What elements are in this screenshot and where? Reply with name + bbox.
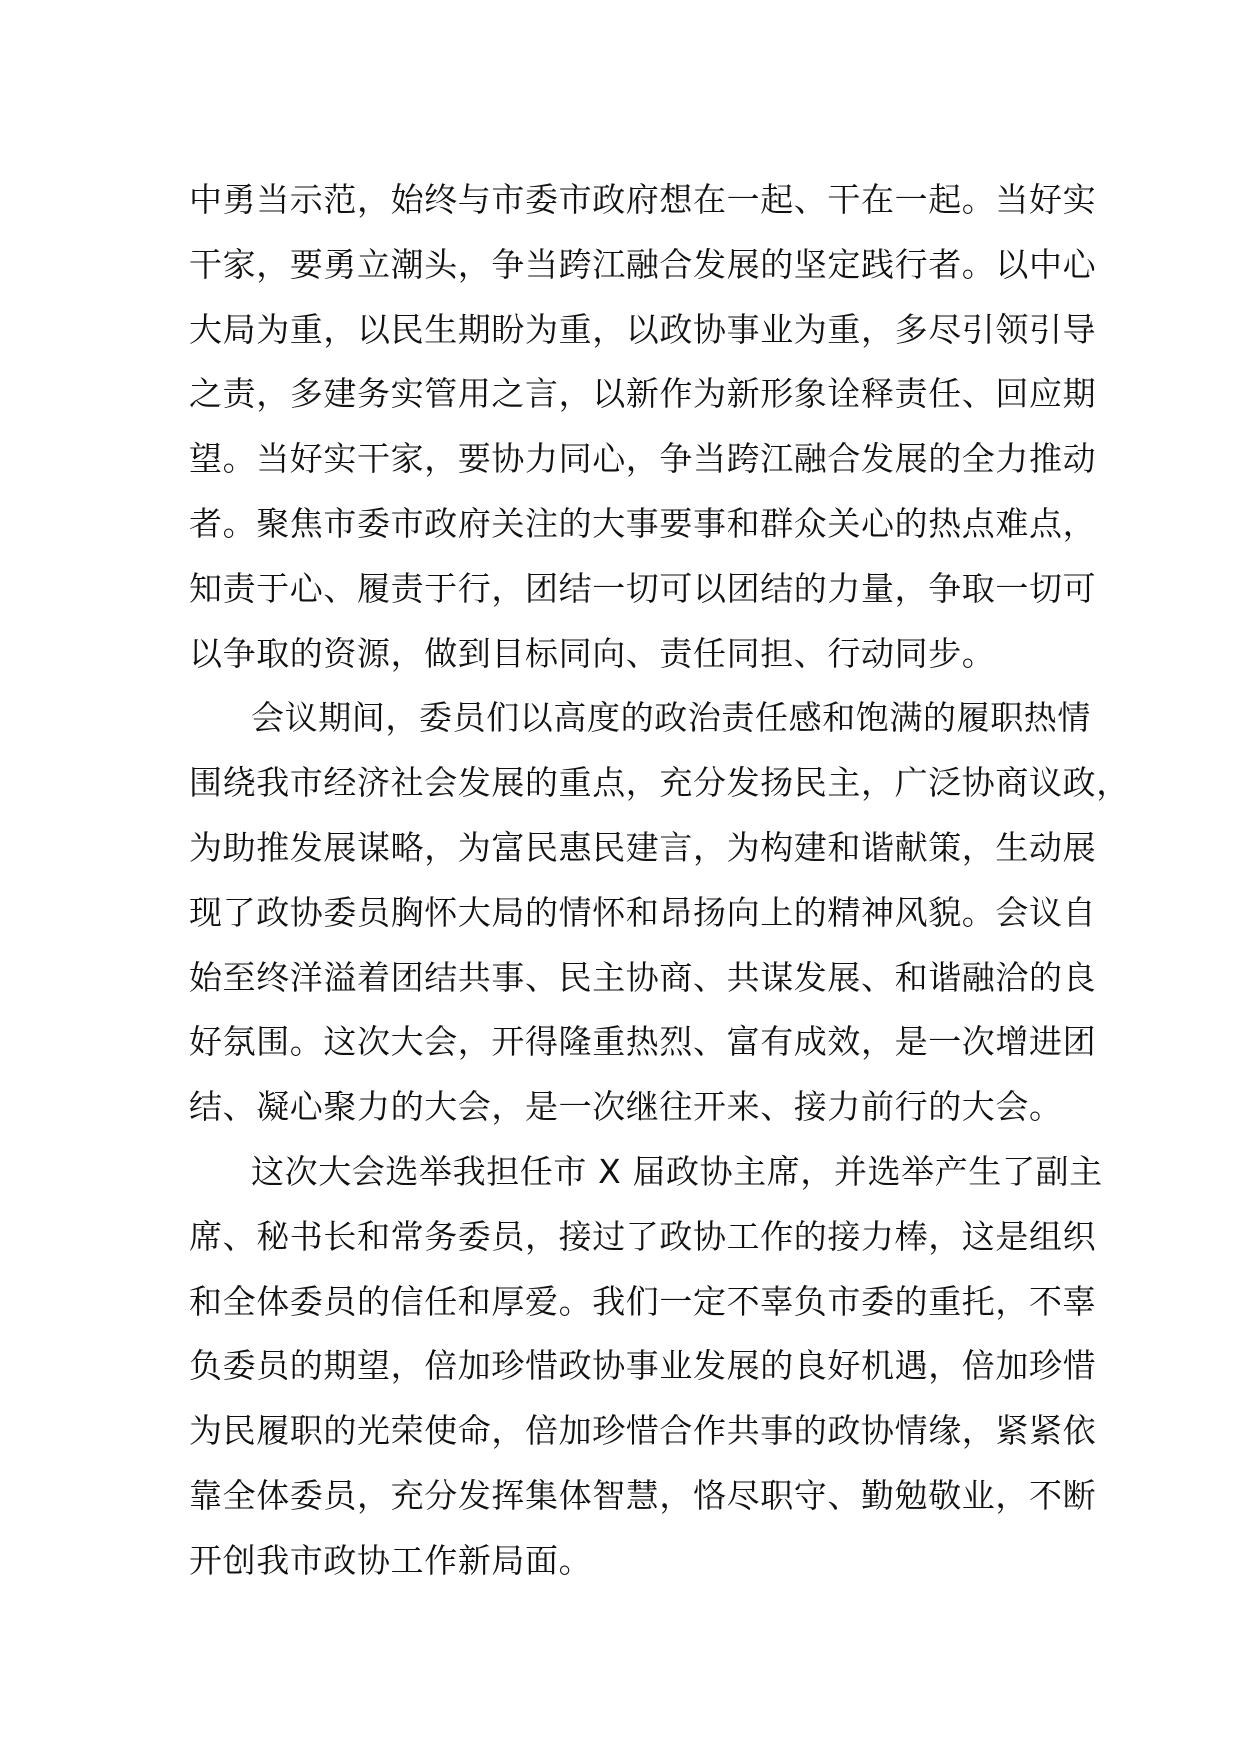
paragraph-first-line: 这次大会选举我担任市 X 届政协主席，并选举产生了副主 [251,1151,1103,1191]
text-line: 望。当好实干家，要协力同心，争当跨江融合发展的全力推动 [189,439,1097,479]
text-line: 负委员的期望，倍加珍惜政协事业发展的良好机遇，倍加珍惜 [189,1346,1097,1386]
text-line: 席、秘书长和常务委员，接过了政协工作的接力棒，这是组织 [189,1216,1097,1256]
text-line: 围绕我市经济社会发展的重点，充分发扬民主，广泛协商议政， [189,763,1130,803]
text-line: 现了政协委员胸怀大局的情怀和昂扬向上的精神风貌。会议自 [189,892,1097,932]
text-line: 之责，多建务实管用之言，以新作为新形象诠释责任、回应期 [189,374,1097,414]
paragraph-first-line: 会议期间，委员们以高度的政治责任感和饱满的履职热情 [251,698,1091,738]
text-line: 以争取的资源，做到目标同向、责任同担、行动同步。 [189,633,996,673]
text-line: 好氛围。这次大会，开得隆重热烈、富有成效，是一次增进团 [189,1022,1097,1062]
text-line: 者。聚焦市委市政府关注的大事要事和群众关心的热点难点， [189,503,1097,543]
text-line: 为助推发展谋略，为富民惠民建言，为构建和谐献策，生动展 [189,827,1097,867]
text-line: 为民履职的光荣使命，倍加珍惜合作共事的政协情缘，紧紧依 [189,1411,1097,1451]
text-line: 结、凝心聚力的大会，是一次继往开来、接力前行的大会。 [189,1087,1063,1127]
text-line: 和全体委员的信任和厚爱。我们一定不辜负市委的重托，不辜 [189,1281,1097,1321]
text-line: 开创我市政协工作新局面。 [189,1540,593,1580]
text-line: 靠全体委员，充分发挥集体智慧，恪尽职守、勤勉敬业，不断 [189,1475,1097,1515]
text-line: 干家，要勇立潮头，争当跨江融合发展的坚定践行者。以中心 [189,244,1097,284]
text-line: 始至终洋溢着团结共事、民主协商、共谋发展、和谐融洽的良 [189,957,1097,997]
text-line: 大局为重，以民生期盼为重，以政协事业为重，多尽引领引导 [189,309,1097,349]
text-line: 知责于心、履责于行，团结一切可以团结的力量，争取一切可 [189,568,1097,608]
body-text [189,168,1130,1594]
text-line: 中勇当示范，始终与市委市政府想在一起、干在一起。当好实 [189,180,1097,219]
